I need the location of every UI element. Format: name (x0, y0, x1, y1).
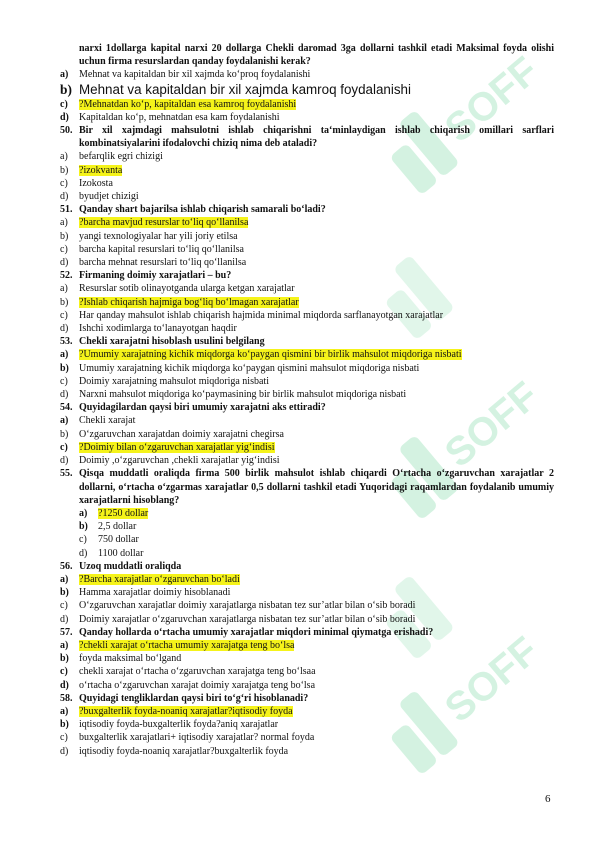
highlighted-answer: ?1250 dollar (98, 507, 149, 519)
option-marker: b) (60, 653, 69, 665)
watermark-text: SOFF (436, 628, 547, 731)
option-marker: d) (79, 547, 88, 559)
option-marker: c) (60, 309, 68, 321)
answer-option (60, 679, 554, 692)
answer-option (60, 256, 554, 269)
answer-option (60, 388, 554, 401)
option-text: Resurslar sotib olinayotganda ularga ketgan xarajatlar (79, 283, 295, 295)
option-marker: c) (60, 177, 68, 189)
watermark-text: SOFF (436, 48, 547, 151)
option-text: 1100 dollar (98, 547, 144, 559)
option-marker: d) (60, 191, 69, 203)
option-marker: c) (60, 243, 68, 255)
option-text: Doimiy ,o‘zgaruvchan ,chekli xarajatlar yig‘indisi (79, 455, 280, 467)
question-number: 58. (60, 692, 73, 704)
option-text: Doimiy xarajatlar o‘zgaruvchan xarajatlarga nisbatan tez sur’atlar bilan o‘sib boradi (79, 613, 416, 625)
option-marker: c) (60, 666, 68, 678)
option-marker: d) (60, 111, 69, 123)
question-number: 50. (60, 125, 73, 137)
option-text: chekli xarajat o‘rtacha o‘zgaruvchan xarajatga teng bo‘lsaa (79, 666, 316, 678)
option-text: 750 dollar (98, 534, 139, 546)
option-text: o‘rtacha o‘zgaruvchan xarajat doimiy xarajatga teng bo‘lsa (79, 679, 316, 691)
answer-option (60, 441, 554, 454)
question-number: 56. (60, 560, 73, 572)
option-text: Izokosta (79, 177, 113, 189)
option-text (79, 705, 554, 718)
option-text (79, 348, 554, 361)
option-marker: c) (60, 98, 68, 110)
option-text: Umumiy xarajatning kichik miqdorga ko‘paygan qismini mahsulot miqdoriga nisbati (79, 362, 420, 374)
answer-option (60, 375, 554, 388)
option-marker: a) (79, 507, 88, 519)
answer-option (60, 82, 554, 98)
option-text: Doimiy xarajatning mahsulot miqdoriga nisbati (79, 375, 269, 387)
answer-option (60, 243, 554, 256)
option-marker: b) (60, 362, 69, 374)
option-marker: c) (60, 732, 68, 744)
watermark-text: SOFF (436, 373, 547, 476)
option-text: Narxni mahsulot miqdoriga ko‘paymasining bir birlik mahsulot miqdoriga nisbati (79, 389, 407, 401)
option-marker: b) (60, 296, 69, 308)
answer-option (60, 507, 554, 520)
highlighted-answer: ?Ishlab chiqarish hajmiga bog‘liq bo‘lmagan xarajatlar (79, 296, 299, 308)
option-marker: b) (60, 164, 69, 176)
highlighted-answer: ?barcha mavjud resurslar to‘liq qo‘llanilsa (79, 217, 249, 229)
option-marker: a) (60, 705, 69, 717)
answer-option (60, 111, 554, 124)
option-text (79, 296, 554, 309)
question-line (60, 203, 554, 216)
option-text: iqtisodiy foyda-noaniq xarajatlar?buxgalterlik foyda (79, 745, 289, 757)
highlighted-answer: ?izokvanta (79, 164, 123, 176)
option-marker: b) (60, 719, 69, 731)
option-marker: a) (60, 415, 69, 427)
question-number (60, 42, 79, 68)
option-text (79, 98, 554, 111)
question-number: 51. (60, 204, 73, 216)
answer-option (60, 547, 554, 560)
answer-option (60, 718, 554, 731)
option-marker: a) (60, 573, 69, 585)
answer-option (60, 586, 554, 599)
option-marker: d) (60, 745, 69, 757)
option-text: 2,5 dollar (98, 521, 137, 533)
answer-option (60, 454, 554, 467)
question-number: 55. (60, 468, 73, 480)
answer-option (60, 216, 554, 229)
answer-option (60, 362, 554, 375)
option-marker: d) (60, 679, 69, 691)
highlighted-answer: ?chekli xarajat o‘rtacha umumiy xarajatga teng bo‘lsa (79, 639, 295, 651)
option-marker: d) (60, 257, 69, 269)
question-text: Bir xil xajmdagi mahsulotni ishlab chiqarishni ta‘minlaydigan ishlab chiqarish omillari sarflari kombinatsiyalarini ifodalovchi chiziq nima deb ataladi? (79, 125, 554, 150)
question-line (60, 42, 554, 68)
question-line (60, 692, 554, 705)
option-text (79, 216, 554, 229)
option-text: Mehnat va kapitaldan bir xil xajmda kamroq foydalanishi (79, 81, 411, 97)
answer-option (60, 599, 554, 612)
answer-option (60, 414, 554, 427)
question-text: Uzoq muddatli oraliqda (79, 560, 182, 572)
option-marker: c) (79, 534, 87, 546)
option-marker: a) (60, 283, 68, 295)
highlighted-answer: ?Mehnatdan ko‘p, kapitaldan esa kamroq foydalanishi (79, 98, 297, 110)
option-marker: c) (60, 600, 68, 612)
option-marker: a) (60, 151, 68, 163)
option-text (79, 639, 554, 652)
option-marker: d) (60, 455, 69, 467)
answer-option (60, 573, 554, 586)
answer-option (60, 533, 554, 546)
highlighted-answer: ?Umumiy xarajatning kichik miqdorga ko‘paygan qismini bir birlik mahsulot miqdoriga nisbati (79, 349, 462, 361)
answer-option (60, 150, 554, 163)
option-text: befarqlik egri chizigi (79, 151, 163, 163)
option-text: barcha mehnat resurslari to‘liq qo‘llanilsa (79, 257, 247, 269)
option-marker: b) (60, 230, 69, 242)
option-marker: b) (60, 428, 69, 440)
option-marker: a) (60, 69, 69, 81)
answer-option (60, 68, 554, 81)
question-text: Qanday hollarda o‘rtacha umumiy xarajatlar miqdori minimal qiymatga erishadi? (79, 626, 434, 638)
option-text: Ishchi xodimlarga to‘lanayotgan haqdir (79, 323, 237, 335)
question-number: 57. (60, 626, 73, 638)
answer-option (60, 282, 554, 295)
option-marker: c) (60, 441, 68, 453)
question-text: Qisqa muddatli oraliqda firma 500 birlik mahsulot ishlab chiqardi O‘rtacha o‘zgaruvchan xarajatlar 2 dollarni, o‘rtacha o‘zgarmas xarajatlar 0,5 dollarni tashkil etadi Yuqoridagi raqamlardan foydalanib umumiy xarajatlarni hisoblang? (79, 468, 554, 506)
question-text: Qanday shart bajarilsa ishlab chiqarish samarali bo‘ladi? (79, 204, 326, 216)
question-text: Firmaning doimiy xarajatlari – bu? (79, 270, 232, 282)
answer-option (60, 348, 554, 361)
answer-option (60, 745, 554, 758)
option-text: Har qanday mahsulot ishlab chiqarish hajmida minimal miqdorda sarflanayotgan xarajatlar (79, 309, 444, 321)
answer-option (60, 520, 554, 533)
answer-option (60, 652, 554, 665)
option-text (79, 164, 554, 177)
answer-option (60, 731, 554, 744)
option-text: barcha kapital resurslari to‘liq qo‘llanilsa (79, 243, 244, 255)
option-marker: b) (60, 587, 69, 599)
option-text: Hamma xarajatlar doimiy hisoblanadi (79, 587, 231, 599)
question-text: Chekli xarajatni hisoblash usulini belgilang (79, 336, 265, 348)
question-line (60, 269, 554, 282)
answer-option (60, 613, 554, 626)
answer-option (60, 322, 554, 335)
answer-option (60, 296, 554, 309)
option-marker: a) (60, 217, 68, 229)
question-line (60, 626, 554, 639)
question-line (60, 401, 554, 414)
option-text: O‘zgaruvchan xarajatdan doimiy xarajatni chegirsa (79, 428, 284, 440)
question-number: 54. (60, 402, 73, 414)
option-marker: d) (60, 613, 69, 625)
question-line (60, 467, 554, 507)
answer-option (60, 665, 554, 678)
option-text: iqtisodiy foyda-buxgalterlik foyda?aniq xarajatlar (79, 719, 279, 731)
option-text: buxgalterlik xarajatlari+ iqtisodiy xarajatlar? normal foyda (79, 732, 315, 744)
answer-option (60, 705, 554, 718)
question-text: narxi 1dollarga kapital narxi 20 dollarga Chekli daromad 3ga dollarni tashkil etadi Maksimal foyda olishi uchun firma resurslardan qanday foydalanishi kerak? (79, 43, 554, 68)
question-number: 53. (60, 336, 73, 348)
option-marker: b) (60, 81, 72, 97)
option-marker: d) (60, 389, 69, 401)
answer-option (60, 230, 554, 243)
highlighted-answer: ?Doimiy bilan o‘zgaruvchan xarajatlar yig‘indisi (79, 441, 275, 453)
option-text (98, 507, 554, 520)
option-marker: d) (60, 323, 69, 335)
answer-option (60, 309, 554, 322)
answer-option (60, 190, 554, 203)
answer-option (60, 639, 554, 652)
option-text: byudjet chizigi (79, 191, 139, 203)
highlighted-answer: ?Barcha xarajatlar o‘zgaruvchan bo‘ladi (79, 573, 240, 585)
option-text: foyda maksimal bo‘lgand (79, 653, 182, 665)
question-list (60, 42, 554, 758)
option-text: O‘zgaruvchan xarajatlar doimiy xarajatlarga nisbatan tez sur’atlar bilan o‘sib boradi (79, 600, 416, 612)
option-marker: b) (79, 521, 88, 533)
option-text (79, 441, 554, 454)
option-text (79, 573, 554, 586)
answer-option (60, 177, 554, 190)
page-number: 6 (545, 793, 551, 805)
answer-option (60, 98, 554, 111)
question-text: Quyidagilardan qaysi biri umumiy xarajatni aks ettiradi? (79, 402, 326, 414)
option-text: Mehnat va kapitaldan bir xil xajmda ko‘proq foydalanishi (79, 69, 311, 81)
answer-option (60, 164, 554, 177)
option-text: yangi texnologiyalar har yili joriy etilsa (79, 230, 238, 242)
option-marker: a) (60, 349, 69, 361)
question-text: Quyidagi tengliklardan qaysi biri to‘g‘ri hisoblanadi? (79, 692, 309, 704)
question-line (60, 335, 554, 348)
question-line (60, 124, 554, 150)
question-line (60, 560, 554, 573)
option-marker: a) (60, 639, 69, 651)
option-text: Kapitaldan ko‘p, mehnatdan esa kam foydalanishi (79, 111, 280, 123)
question-number: 52. (60, 270, 73, 282)
option-text: Chekli xarajat (79, 415, 136, 427)
option-marker: c) (60, 375, 68, 387)
highlighted-answer: ?buxgalterlik foyda-noaniq xarajatlar?iqtisodiy foyda (79, 705, 293, 717)
answer-option (60, 428, 554, 441)
